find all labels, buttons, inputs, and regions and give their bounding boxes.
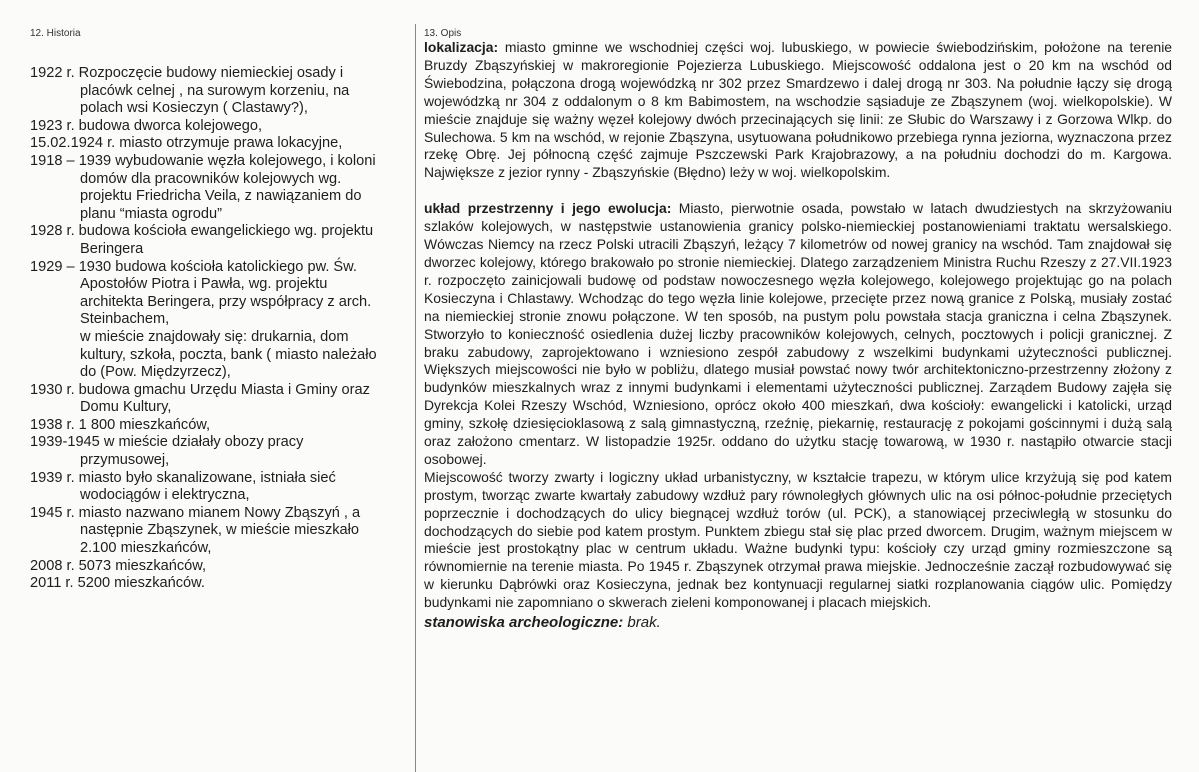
lokalizacja-text: miasto gminne we wschodniej części woj. lubuskiego, w powiecie świebodzińskim, położone na terenie Bruzdy Zbąszyńskiej w makroregionie Pojezierza Lubuskiego. Miejscowość oddalona jest o 20 km na wschód od Świebodzina, połączona drogą wojewódzką nr 302 przez Smardzewo i dalej drogą nr 303. Na południe łączy się drogą wojewódzką nr 304 z oddalonym o 8 km Babimostem, na wschodzie sąsiaduje ze Zbąszynem (woj. wielkopolskie). W mieście znajduje się ważny węzeł kolejowy dwóch przecinających się linii: ze Słubic do Warszawy i z Gorzowa Wlkp. do Sulechowa. 5 km na wschód, w rejonie Zbąszyna, usytuowana południkowo przebiega rynna jeziorna, wyznaczona przez rzekę Obrę. Jej północną część zajmuje Pszczewski Park Krajobrazowy, a na południu dochodzi do m. Kargowa. Największe z jezior rynny - Zbąszyńskie (Błędno) leży w woj. wielkopolskim. bbox=[424, 39, 1173, 181]
history-entry-first-line: 1922 r. Rozpoczęcie budowy niemieckiej osady i bbox=[30, 65, 344, 81]
history-entry-continuation: Beringera bbox=[80, 240, 144, 257]
history-entry-first-line: 2008 r. 5073 mieszkańców, bbox=[30, 557, 207, 574]
history-entry bbox=[30, 118, 410, 136]
history-entry-continuation: następnie Zbąszynek, w mieście mieszkało bbox=[80, 522, 360, 539]
history-entry bbox=[30, 223, 410, 258]
history-entry-first-line: 1945 r. miasto nazwano mianem Nowy Zbąszyń , a bbox=[30, 504, 361, 521]
historia-title: 12. Historia bbox=[30, 28, 81, 39]
opis-title: 13. Opis bbox=[424, 28, 462, 39]
historia-entries bbox=[30, 65, 410, 593]
history-entry bbox=[30, 417, 410, 435]
history-entry bbox=[30, 259, 410, 382]
history-entry bbox=[30, 65, 410, 118]
history-entry-continuation: 2.100 mieszkańców, bbox=[80, 540, 212, 557]
lokalizacja-label: lokalizacja: bbox=[424, 39, 499, 55]
history-entry bbox=[30, 575, 410, 593]
history-entry-first-line: 1938 r. 1 800 mieszkańców, bbox=[30, 416, 211, 433]
history-entry-first-line: 1939 r. miasto było skanalizowane, istniała sieć bbox=[30, 469, 336, 486]
uklad-label: układ przestrzenny i jego ewolucja: bbox=[424, 200, 672, 217]
uklad-text: Miasto, pierwotnie osada, powstało w latach dwudziestych na skrzyżowaniu szlaków kolejowych, w następstwie ustanowienia granicy polsko-niemieckiej postanowieniami traktatu wersalskiego. Wówczas Niemcy na rzecz Polski utracili Zbąszyń, leżący 7 kilometrów od nowej granicy na wschód. Tam znajdował się dworzec kolejowy, którego brakowało po stronie niemieckiej. Dlatego zarządzeniem Ministra Ruchu Rzeszy z 27.VII.1923 r. rozpoczęto zainicjowali budowę od podstaw nowoczesnego węzła kolejowego, kolejowego projektując go na polach Kosieczyna i Chlastawy. Wchodząc do tego węzła linie kolejowe, przecięte przez nową granice z Polską, musiały zostać na niemieckiej stronie znowu połączone. W ten sposób, na pustym polu powstała stacja graniczna i celna Zbąszynek. Stworzyło to konieczność osiedlenia dużej liczby pracowników kolejowych, celnych, pocztowych i policji granicznej. Z braku zabudowy, zaprojektowano i wzniesiono zespół zabudowy z wszelkimi budynkami użyteczności publicznej. Większych miejscowości nie było w pobliżu, dlatego musiał powstać nowy twór architektoniczno-przestrzenny złożony z budynków mieszkalnych wraz z innymi budynkami i elementami użyteczności publicznej. Zarządem Budowy zajęła się Dyrekcja Kolei Rzeszy Wschód, Wzniesiono, oprócz około 400 mieszkań, dwa kościoły: ewangelicki i katolicki, urząd gminy, szkołę dziesięcioklasową z salą gimnastyczną, rzeźnię, piekarnię, restaurację z pokojami gościnnymi i dużą salą oraz założono cmentarz. W listopadzie 1925r. oddano do użytku stację towarową, w 1930 r. nastąpiło otwarcie stacji osobowej. bbox=[424, 200, 1173, 467]
archeo-line bbox=[424, 614, 1172, 631]
history-entry bbox=[30, 434, 410, 469]
history-entry-first-line: 1939-1945 w mieście działały obozy pracy bbox=[30, 434, 304, 451]
history-entry bbox=[30, 505, 410, 558]
lokalizacja-paragraph bbox=[424, 39, 1172, 182]
history-entry-continuation: domów dla pracowników kolejowych wg. bbox=[80, 170, 342, 187]
uklad-text-2: Miejscowość tworzy zwarty i logiczny układ urbanistyczny, w kształcie trapezu, w którym ulice krzyżują się pod katem prostym, tworząc zwarte kwartały zabudowy wzdłuż pary równoległych głównych ulic na osi północ-południe przeciętych poprzecznie i dochodzących do ulicy biegnącej wzdłuż torów (ul. PCK), a stanowiącej przeciwległą w stosunku do dochodzących do siebie pod katem prostym. Punktem zbiegu stał się plac przed dworcem. Drugim, ważnym miejscem w mieście jest prostokątny plac w centrum układu. Ważne budynki typu: kościoły czy urząd gminy rozmieszczone są równomiernie na terenie miasta. Po 1945 r. Zbąszynek otrzymał prawa miejskie. Jednocześnie zaczął rozbudowywać się w kierunku Dąbrówki oraz Kosieczyna, jednak bez kontynuacji regularnej siatki rozplanowania ciągów ulic. Pomiędzy budynkami nie zapomniano o skwerach zieleni komponowanej i placach miejskich. bbox=[424, 468, 1172, 611]
history-entry-continuation: architekta Beringera, przy współpracy z arch. bbox=[80, 293, 372, 310]
history-entry-continuation: Steinbachem, bbox=[80, 311, 170, 328]
history-entry-continuation: Apostołów Piotra i Pawła, wg. projektu bbox=[80, 276, 328, 293]
historia-column bbox=[30, 28, 410, 593]
history-entry-first-line: 1930 r. budowa gmachu Urzędu Miasta i Gminy oraz bbox=[30, 381, 370, 398]
history-entry-continuation: kultury, szkoła, poczta, bank ( miasto należało bbox=[80, 346, 377, 363]
history-entry-first-line: 15.02.1924 r. miasto otrzymuje prawa lokacyjne, bbox=[30, 135, 343, 152]
history-entry bbox=[30, 153, 410, 223]
column-divider bbox=[415, 24, 416, 772]
history-entry-first-line: 1923 r. budowa dworca kolejowego, bbox=[30, 117, 263, 134]
history-entry bbox=[30, 470, 410, 505]
history-entry-continuation: przymusowej, bbox=[80, 452, 170, 469]
history-entry-continuation: planu “miasta ogrodu” bbox=[80, 205, 222, 222]
history-entry-first-line: 1929 – 1930 budowa kościoła katolickiego pw. Św. bbox=[30, 258, 357, 275]
opis-column bbox=[424, 28, 1172, 631]
history-entry-continuation: Domu Kultury, bbox=[80, 399, 172, 416]
archeo-value: brak. bbox=[627, 614, 661, 632]
archeo-label: stanowiska archeologiczne: bbox=[424, 614, 624, 632]
history-entry-continuation: w mieście znajdowały się: drukarnia, dom bbox=[80, 328, 349, 345]
history-entry bbox=[30, 558, 410, 576]
history-entry-continuation: wodociągów i elektryczna, bbox=[80, 487, 250, 504]
history-entry-continuation: polach wsi Kosieczyn ( Clastawy?), bbox=[80, 100, 308, 117]
history-entry bbox=[30, 382, 410, 417]
uklad-paragraph-2 bbox=[424, 469, 1172, 612]
history-entry bbox=[30, 135, 410, 153]
history-entry-first-line: 1918 – 1939 wybudowanie węzła kolejowego, i koloni bbox=[30, 152, 376, 169]
uklad-paragraph bbox=[424, 200, 1172, 469]
history-entry-continuation: do (Pow. Międzyrzecz), bbox=[80, 364, 231, 381]
history-entry-continuation: projektu Friedricha Veila, z nawiązaniem do bbox=[80, 188, 362, 205]
history-entry-first-line: 1928 r. budowa kościoła ewangelickiego wg. projektu bbox=[30, 223, 374, 240]
history-entry-first-line: 2011 r. 5200 mieszkańców. bbox=[30, 575, 205, 592]
history-entry-continuation: placówk celnej , na surowym korzeniu, na bbox=[80, 82, 350, 99]
